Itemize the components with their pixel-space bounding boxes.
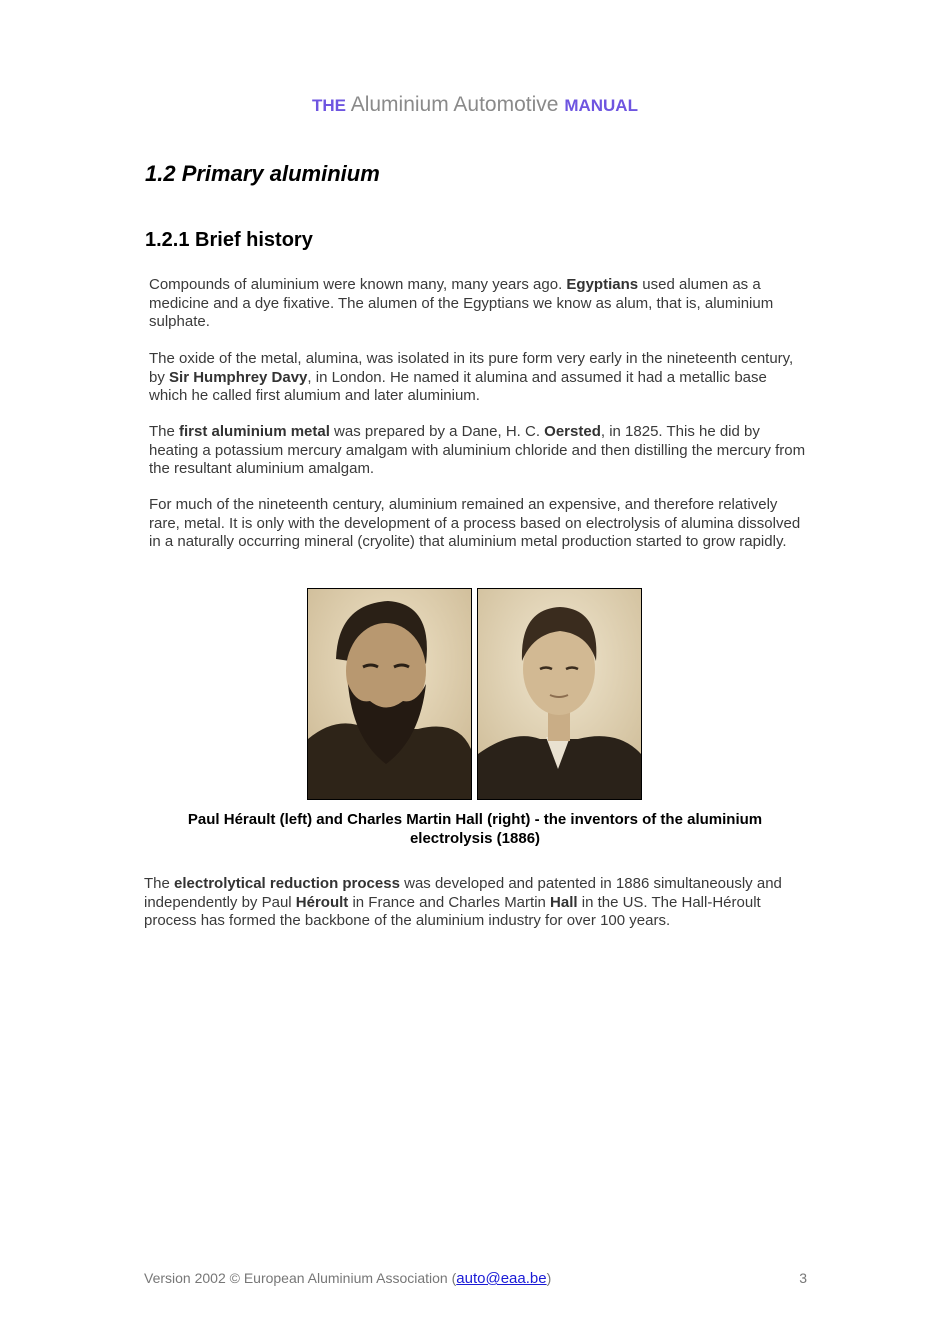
portrait-charles-martin-hall (477, 588, 642, 800)
section-title: 1.2 Primary aluminium (145, 161, 380, 186)
paragraph-davy: The oxide of the metal, alumina, was isolated in its pure form very early in the nineteenth century, by Sir Humphrey Davy, in London. He named it alumina and assumed it had a metallic base which he called first alumium and later aluminium. (149, 350, 794, 404)
footer-suffix: ) (546, 1270, 552, 1286)
footer-copyright: Version 2002 © European Aluminium Association ( (144, 1270, 457, 1286)
paragraph-nineteenth-century: For much of the nineteenth century, aluminium remained an expensive, and therefore relatively rare, metal. It is only with the development of a process based on electrolysis of alumina dissolved in a naturally occurring mineral (cryolite) that aluminium metal production started to grow rapidly. (149, 496, 801, 550)
footer-email-link[interactable]: auto@eaa.be (456, 1270, 547, 1287)
header-the: THE (312, 96, 347, 115)
subsection-title: 1.2.1 Brief history (145, 229, 313, 251)
paragraph-egyptians: Compounds of aluminium were known many, many years ago. Egyptians used alumen as a medicine and a dye fixative. The alumen of the Egyptians we know as alum, that is, aluminium sulphate. (149, 276, 774, 330)
running-header (0, 93, 950, 117)
paragraph-hall-heroult: The electrolytical reduction process was developed and patented in 1886 simultaneously and independently by Paul Héroult in France and Charles Martin Hall in the US. The Hall-Héroult process has formed the backbone of the aluminium industry for over 100 years. (144, 875, 782, 929)
header-title: Aluminium Automotive (350, 93, 559, 116)
portrait-paul-herault (307, 588, 472, 800)
paragraph-oersted: The first aluminium metal was prepared by a Dane, H. C. Oersted, in 1825. This he did by heating a potassium mercury amalgam with aluminium chloride and then distilling the mercury from the resultant aluminium amalgam. (149, 423, 806, 477)
figure-caption: Paul Hérault (left) and Charles Martin Hall (right) - the inventors of the aluminium electrolysis (1886) (187, 811, 763, 847)
page-footer (144, 1270, 807, 1287)
page-number: 3 (799, 1270, 807, 1286)
header-manual: MANUAL (564, 96, 638, 115)
